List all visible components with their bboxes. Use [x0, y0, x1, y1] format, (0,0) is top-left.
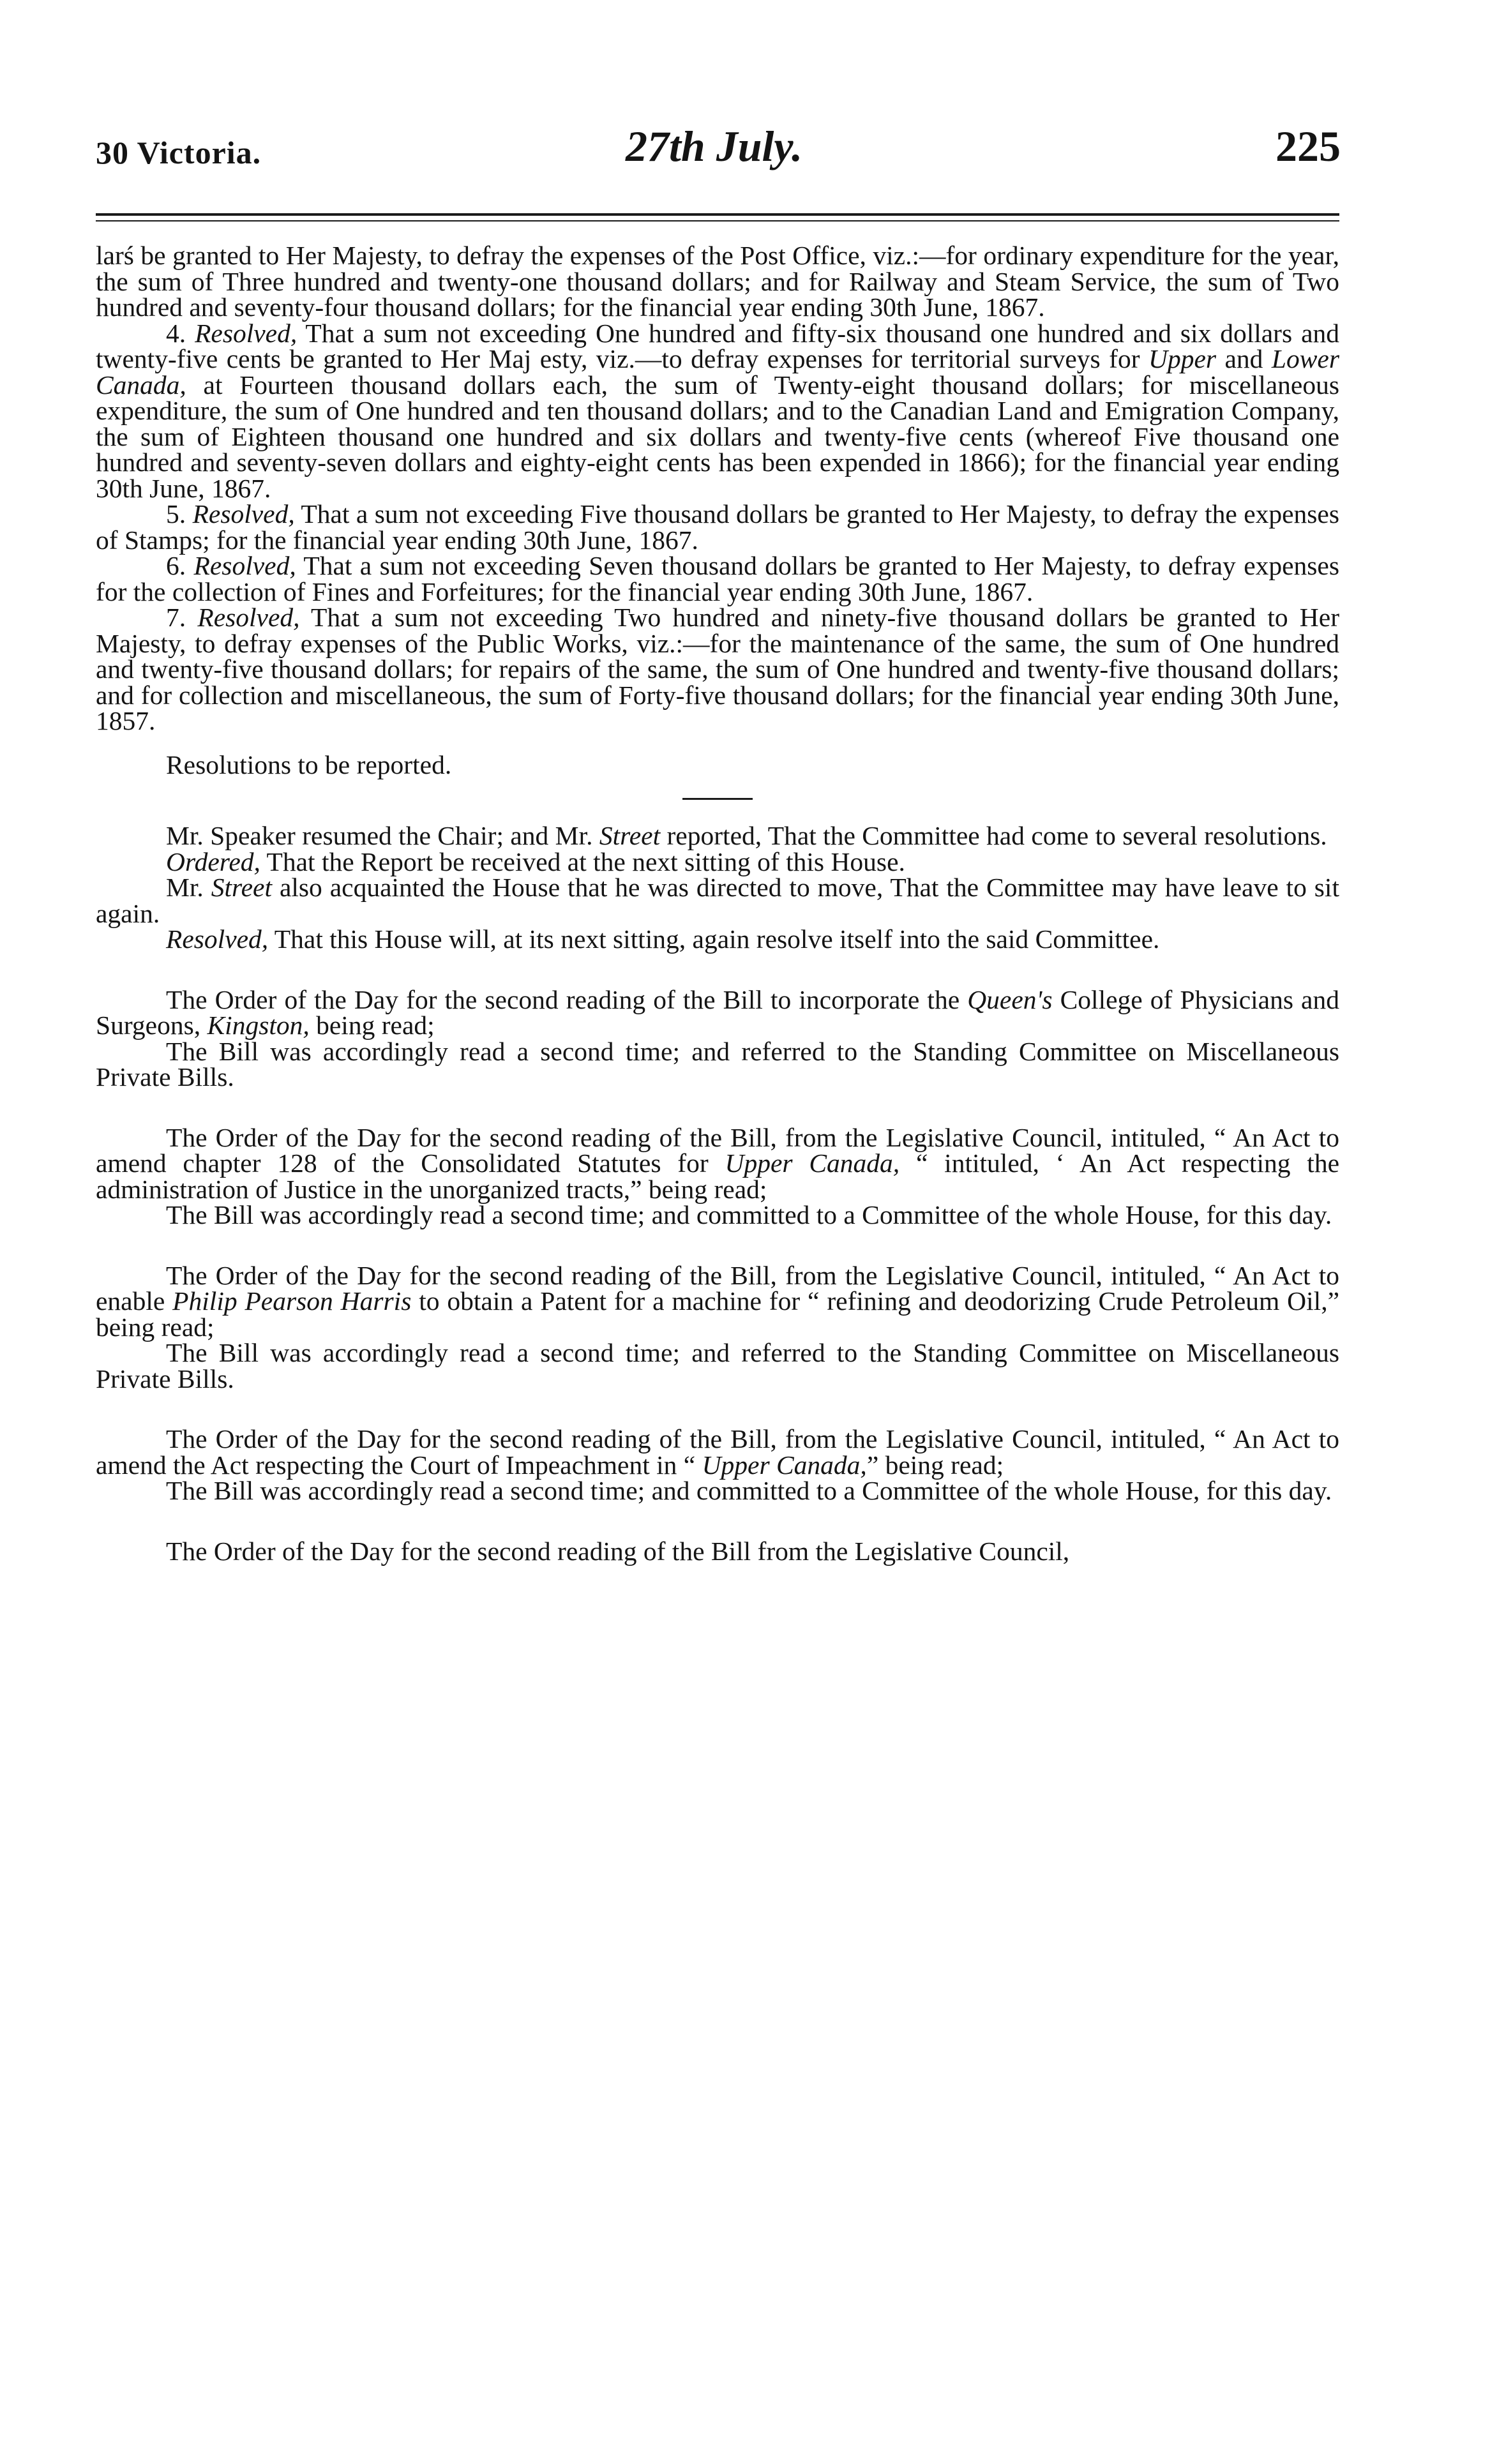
page-header [96, 121, 1360, 192]
page-number: 225 [1276, 122, 1341, 170]
header-rule-thick [96, 213, 1339, 216]
order-of-day-consolidated-statutes: The Order of the Day for the second reading of the Bill, from the Legislative Council, intituled, “ An Act to amend chapter 128 of the Consolidated Statutes for Upper Canada, “ intituled, ‘ An Act respecting the administration of Justice in the unorganized tracts,” being read; [96, 1122, 1339, 1204]
resolution-7: 7. Resolved, That a sum not exceeding Two hundred and ninety-five thousand dollars be granted to Her Majesty, to defray expenses of the Public Works, viz.:—for the maintenance of the same, the sum of One hundred and twenty-five thousand dollars; for repairs of the same, the sum of One hundred and twenty-five thousand dollars; and for collection and miscellaneous, the sum of Forty-five thousand dollars; for the financial year ending 30th June, 1857. [96, 603, 1340, 735]
order-of-day-continued: The Order of the Day for the second reading of the Bill from the Legislative Council, [166, 1536, 1070, 1566]
section-separator [682, 798, 753, 800]
leave-to-sit-paragraph: Mr. Street also acquainted the House that he was directed to move, That the Committee may have leave to sit again. [96, 873, 1339, 928]
paragraph-continuation: larś be granted to Her Majesty, to defray the expenses of the Post Office, viz.:—for ordinary expenditure for the year, the sum of Three hundred and twenty-one thousand dollars; and for Railway and Steam Service, the sum of Two hundred and seventy-four thousand dollars; for the financial year ending 30th June, 1867. [96, 241, 1339, 322]
resolution-4: 4. Resolved, That a sum not exceeding One hundred and fifty-six thousand one hundred and six dollars and twenty-five cents be granted to Her Maj esty, viz.—to defray expenses for territorial surveys for Upper and Lower Canada, at Fourteen thousand dollars each, the sum of Twenty-eight thousand dollars; for miscellaneous expenditure, the sum of One hundred and ten thousand dollars; and to the Canadian Land and Emigration Company, the sum of Eighteen thousand one hundred and six dollars and twenty-five cents (whereof Five thousand one hundred and seventy-seven dollars and eighty-eight cents has been expended in 1866); for the financial year ending 30th June, 1867. [96, 318, 1339, 503]
resolution-5: 5. Resolved, That a sum not exceeding Five thousand dollars be granted to Her Majesty, to defray the expenses of Stamps; for the financial year ending 30th June, 1867. [96, 499, 1340, 555]
bill-referred-paragraph-2: The Bill was accordingly read a second time; and referred to the Standing Committee on Miscellaneous Private Bills. [96, 1338, 1339, 1394]
journal-text [96, 243, 1339, 1564]
resolutions-reported: Resolutions to be reported. [166, 749, 452, 779]
resolved-committee-paragraph: Resolved, That this House will, at its next sitting, again resolve itself into the said Committee. [166, 924, 1160, 954]
order-of-day-court-impeachment: The Order of the Day for the second reading of the Bill, from the Legislative Council, intituled, “ An Act to amend the Act respecting the Court of Impeachment in “ Upper Canada,” being read; [96, 1424, 1339, 1480]
order-of-day-queens-college: The Order of the Day for the second reading of the Bill to incorporate the Queen's College of Physicians and Surgeons, Kingston, being read; [96, 984, 1339, 1040]
bill-referred-paragraph: The Bill was accordingly read a second time; and referred to the Standing Committee on Miscellaneous Private Bills. [96, 1036, 1339, 1092]
session-label: 30 Victoria. [96, 135, 262, 170]
resolution-6: 6. Resolved, That a sum not exceeding Seven thousand dollars be granted to Her Majesty, to defray expenses for the collection of Fines and Forfeitures; for the financial year ending 30th June, 1867. [96, 551, 1340, 606]
speaker-resumed-paragraph: Mr. Speaker resumed the Chair; and Mr. Street reported, That the Committee had come to several resolutions. [166, 821, 1327, 850]
header-rule-thin [96, 220, 1339, 222]
order-of-day-harris-patent: The Order of the Day for the second reading of the Bill, from the Legislative Council, intituled, “ An Act to enable Philip Pearson Harris to obtain a Patent for a machine for “ refining and deodorizing Crude Petroleum Oil,” being read; [96, 1260, 1339, 1342]
ordered-paragraph: Ordered, That the Report be received at the next sitting of this House. [166, 846, 905, 876]
bill-committed-paragraph: The Bill was accordingly read a second time; and committed to a Committee of the whole House, for this day. [166, 1200, 1332, 1229]
bill-committed-paragraph-2: The Bill was accordingly read a second time; and committed to a Committee of the whole House, for this day. [166, 1476, 1332, 1505]
date-heading: 27th July. [626, 122, 803, 170]
